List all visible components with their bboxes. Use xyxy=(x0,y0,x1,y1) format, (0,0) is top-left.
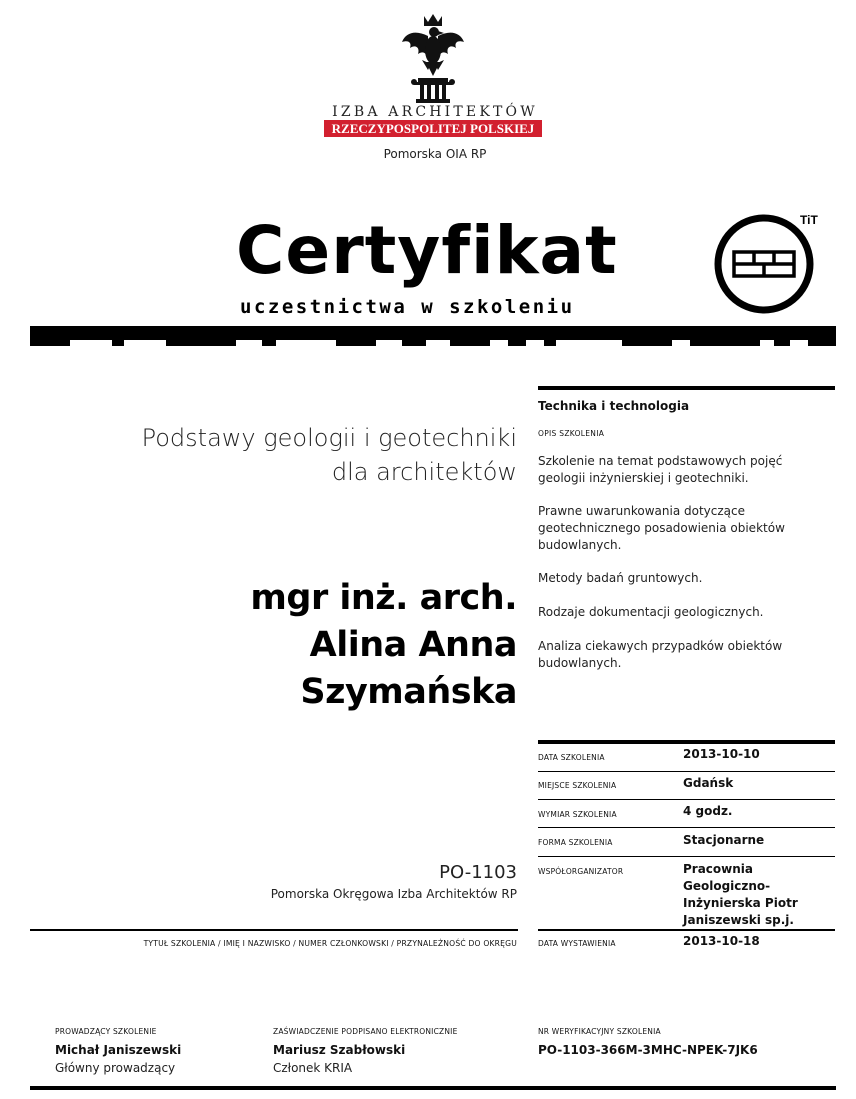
chamber-name-line2: RZECZYPOSPOLITEJ POLSKIEJ xyxy=(324,120,542,137)
training-duration-value: 4 godz. xyxy=(683,804,733,818)
course-title-line1: Podstawy geologii i geotechniki xyxy=(141,424,517,452)
issue-date-value: 2013-10-18 xyxy=(683,934,760,948)
member-chamber: Pomorska Okręgowa Izba Architektów RP xyxy=(270,887,517,901)
description-label: OPIS SZKOLENIA xyxy=(538,429,605,438)
training-date-label: DATA SZKOLENIA xyxy=(538,753,605,762)
verification-code: PO-1103-366M-3MHC-NPEK-7JK6 xyxy=(538,1043,758,1057)
leader-role: Główny prowadzący xyxy=(55,1061,176,1075)
signed-label: ZAŚWIADCZENIE PODPISANO ELEKTRONICZNIE xyxy=(273,1027,458,1036)
description-paragraph: Analiza ciekawych przypadków obiektów budowlanych. xyxy=(538,639,783,670)
tit-logo-text: TiT xyxy=(800,213,818,227)
header-band xyxy=(30,326,836,340)
region-chamber: Pomorska OIA RP xyxy=(383,147,487,161)
leader-label: PROWADZĄCY SZKOLENIE xyxy=(55,1027,157,1036)
tit-logo-icon xyxy=(710,212,822,316)
details-row-divider xyxy=(538,856,835,857)
chamber-name-line1: IZBA ARCHITEKTÓW xyxy=(332,104,538,120)
training-form-value: Stacjonarne xyxy=(683,833,765,847)
participant-degree: mgr inż. arch. xyxy=(250,578,517,618)
participant-first-names: Alina Anna xyxy=(309,625,517,665)
details-top-rule xyxy=(538,740,835,744)
training-date-value: 2013-10-10 xyxy=(683,747,760,761)
co-organizer-label: WSPÓŁORGANIZATOR xyxy=(538,867,624,876)
issue-date-label: DATA WYSTAWIENIA xyxy=(538,939,616,948)
bottom-rule xyxy=(30,1086,836,1090)
description-paragraph: Prawne uwarunkowania dotyczące geotechnicznego posadowienia obiektów budowlanych. xyxy=(538,504,785,552)
signed-name: Mariusz Szabłowski xyxy=(273,1043,406,1057)
course-category: Technika i technologia xyxy=(538,399,690,413)
certificate-title: Certyfikat xyxy=(236,212,618,289)
participant-caption: TYTUŁ SZKOLENIA / IMIĘ I NAZWISKO / NUMER CZŁONKOWSKI / PRZYNALEŻNOŚĆ DO OKRĘGU xyxy=(143,939,517,948)
description-paragraph: Rodzaje dokumentacji geologicznych. xyxy=(538,605,764,619)
training-form-label: FORMA SZKOLENIA xyxy=(538,838,613,847)
details-row-divider xyxy=(538,827,835,828)
description-paragraph: Metody badań gruntowych. xyxy=(538,571,703,585)
eagle-emblem-icon xyxy=(398,12,468,104)
co-organizer-value: Pracownia Geologiczno-Inżynierska Piotr Janiszewski sp.j. xyxy=(683,862,798,927)
course-title xyxy=(77,421,517,489)
training-place-label: MIEJSCE SZKOLENIA xyxy=(538,781,617,790)
participant-name xyxy=(77,575,517,716)
certificate-subtitle: uczestnictwa w szkoleniu xyxy=(240,296,575,318)
training-place-value: Gdańsk xyxy=(683,776,734,790)
signed-role: Członek KRIA xyxy=(273,1061,353,1075)
member-number: PO-1103 xyxy=(439,862,517,883)
participant-surname: Szymańska xyxy=(300,672,517,712)
details-row-divider xyxy=(538,799,835,800)
training-duration-label: WYMIAR SZKOLENIA xyxy=(538,810,617,819)
leader-name: Michał Janiszewski xyxy=(55,1043,182,1057)
description-top-rule xyxy=(538,386,835,390)
description-paragraph: Szkolenie na temat podstawowych pojęć geologii inżynierskiej i geotechniki. xyxy=(538,454,783,485)
left-divider xyxy=(30,929,518,931)
header-band-ticks xyxy=(30,340,836,346)
verification-label: NR WERYFIKACYJNY SZKOLENIA xyxy=(538,1027,661,1036)
course-title-line2: dla architektów xyxy=(331,458,517,486)
details-bottom-rule xyxy=(538,929,835,931)
details-row-divider xyxy=(538,771,835,772)
